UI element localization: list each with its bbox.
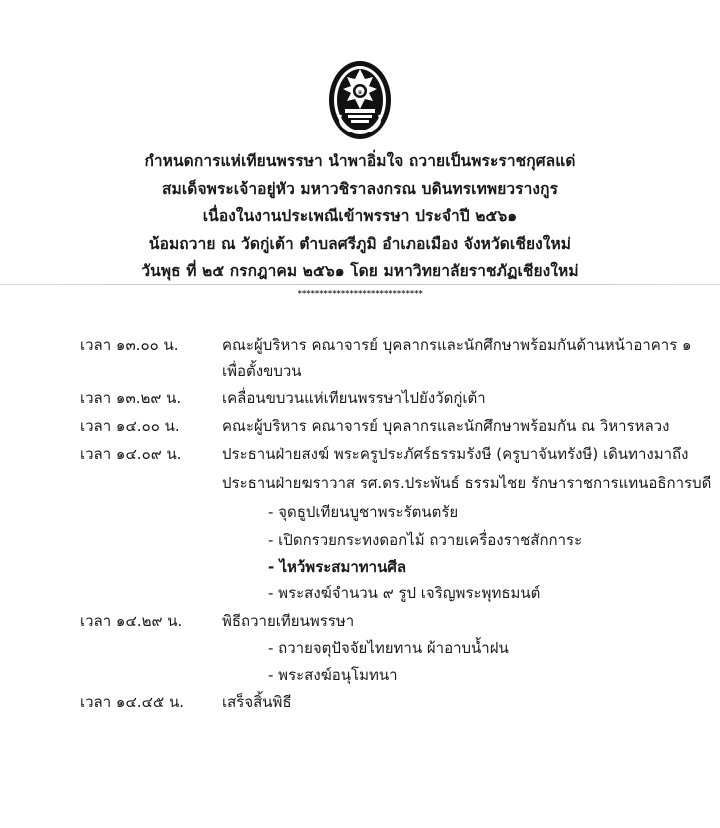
schedule-event-line: เพื่อตั้งขบวน xyxy=(222,362,302,380)
schedule-event-line: คณะผู้บริหาร คณาจารย์ บุคลากรและนักศึกษาพร้อมกันด้านหน้าอาคาร ๑ xyxy=(222,336,692,354)
schedule-subitem: - ถวายจตุปัจจัยไทยทาน ผ้าอาบน้ำฝน xyxy=(268,639,509,657)
schedule-event-line: เคลื่อนขบวนแห่เทียนพรรษาไปยังวัดกู่เต้า xyxy=(222,389,486,407)
schedule-event-line: ประธานฝ่ายสงฆ์ พระครูประภัศร์ธรรมรังษี (ครูบาจันทรังษี) เดินทางมาถึง xyxy=(222,445,689,463)
header-line-2: สมเด็จพระเจ้าอยู่หัว มหาวชิราลงกรณ บดินทรเทพยวรางกูร xyxy=(162,179,558,198)
header-line-5: วันพุธ ที่ ๒๕ กรกฎาคม ๒๕๖๑ โดย มหาวิทยาลัยราชภัฏเชียงใหม่ xyxy=(141,262,579,280)
schedule-time: เวลา ๑๓.๐๐ น. xyxy=(80,336,179,354)
schedule-time: เวลา ๑๔.๔๕ น. xyxy=(80,693,185,711)
schedule-subitem: - ไหว้พระสมาทานศีล xyxy=(268,558,407,576)
schedule-event-line: เสร็จสิ้นพิธี xyxy=(222,693,292,711)
schedule-event-line: ประธานฝ่ายฆราวาส รศ.ดร.ประพันธ์ ธรรมไชย รักษาราชการแทนอธิการบดี xyxy=(222,474,712,492)
schedule-time: เวลา ๑๓.๒๙ น. xyxy=(80,389,182,407)
schedule-subitem: - จุดธูปเทียนบูชาพระรัตนตรัย xyxy=(268,503,459,521)
schedule-subitem: - พระสงฆ์อนุโมทนา xyxy=(268,666,398,684)
star-divider: ***************************** xyxy=(297,289,423,298)
header-line-3: เนื่องในงานประเพณีเข้าพรรษา ประจำปี ๒๕๖๑ xyxy=(202,207,518,225)
schedule-subitem: - เปิดกรวยกระทงดอกไม้ ถวายเครื่องราชสักการะ xyxy=(268,531,583,549)
schedule-time: เวลา ๑๔.๐๐ น. xyxy=(80,417,180,435)
schedule-time: เวลา ๑๔.๐๙ น. xyxy=(80,445,182,463)
header-line-1: กำหนดการแห่เทียนพรรษา นำพาอิ่มใจ ถวายเป็นพระราชกุศลแด่ xyxy=(144,152,576,170)
header-line-4: น้อมถวาย ณ วัดกู่เต้า ตำบลศรีภูมิ อำเภอเมือง จังหวัดเชียงใหม่ xyxy=(148,234,572,253)
schedule-event-line: พิธีถวายเทียนพรรษา xyxy=(222,612,355,630)
svg-text:๑: ๑ xyxy=(357,88,363,96)
schedule-subitem: - พระสงฆ์จำนวน ๙ รูป เจริญพระพุทธมนต์ xyxy=(268,584,541,602)
schedule-time: เวลา ๑๔.๒๙ น. xyxy=(80,612,183,630)
schedule-event-line: คณะผู้บริหาร คณาจารย์ บุคลากรและนักศึกษาพร้อมกัน ณ วิหารหลวง xyxy=(222,417,670,435)
